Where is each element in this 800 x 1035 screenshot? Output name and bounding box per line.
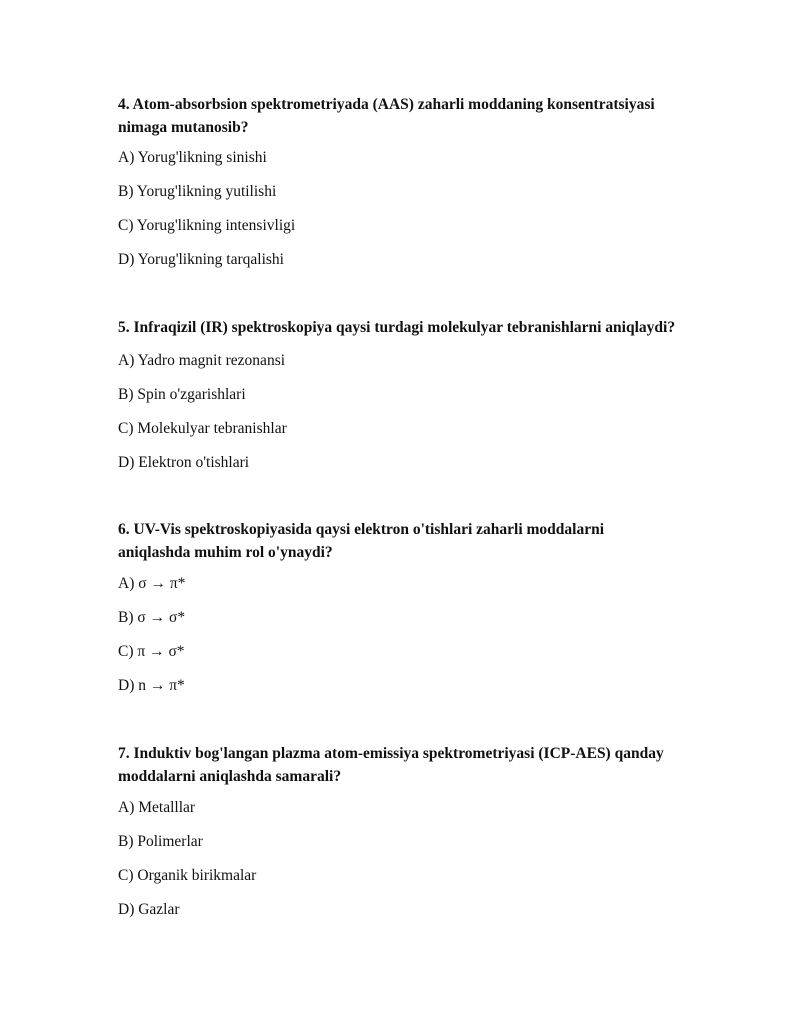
question-6	[118, 518, 688, 694]
question-text: 6. UV-Vis spektroskopiyasida qaysi elektron o'tishlari zaharli moddalarni aniqlashda muhim rol o'ynaydi?	[118, 521, 605, 561]
option-a: A) Yorug'likning sinishi	[118, 149, 267, 166]
question-5	[118, 316, 688, 471]
question-text: 5. Infraqizil (IR) spektroskopiya qaysi turdagi molekulyar tebranishlarni aniqlaydi?	[118, 319, 676, 336]
question-4	[118, 93, 688, 268]
option-d: D) Yorug'likning tarqalishi	[118, 251, 284, 268]
option-d: D) n → π*	[118, 677, 185, 694]
option-c: C) Molekulyar tebranishlar	[118, 420, 287, 437]
option-a: A) Yadro magnit rezonansi	[118, 352, 286, 369]
question-text: 7. Induktiv bog'langan plazma atom-emissiya spektrometriyasi (ICP-AES) qanday moddalarni aniqlashda samarali?	[118, 745, 664, 785]
option-b: B) Spin o'zgarishlari	[118, 386, 246, 403]
option-b: B) σ → σ*	[118, 609, 186, 626]
question-7	[118, 742, 688, 918]
option-a: A) σ → π*	[118, 575, 186, 592]
option-d: D) Elektron o'tishlari	[118, 454, 250, 471]
option-b: B) Yorug'likning yutilishi	[118, 183, 277, 200]
question-text: 4. Atom-absorbsion spektrometriyada (AAS) zaharli moddaning konsentratsiyasi nimaga mutanosib?	[118, 96, 655, 136]
option-d: D) Gazlar	[118, 901, 180, 918]
option-c: C) Organik birikmalar	[118, 867, 257, 884]
option-a: A) Metalllar	[118, 799, 196, 816]
option-b: B) Polimerlar	[118, 833, 203, 850]
option-c: C) π → σ*	[118, 643, 185, 660]
option-c: C) Yorug'likning intensivligi	[118, 217, 296, 234]
